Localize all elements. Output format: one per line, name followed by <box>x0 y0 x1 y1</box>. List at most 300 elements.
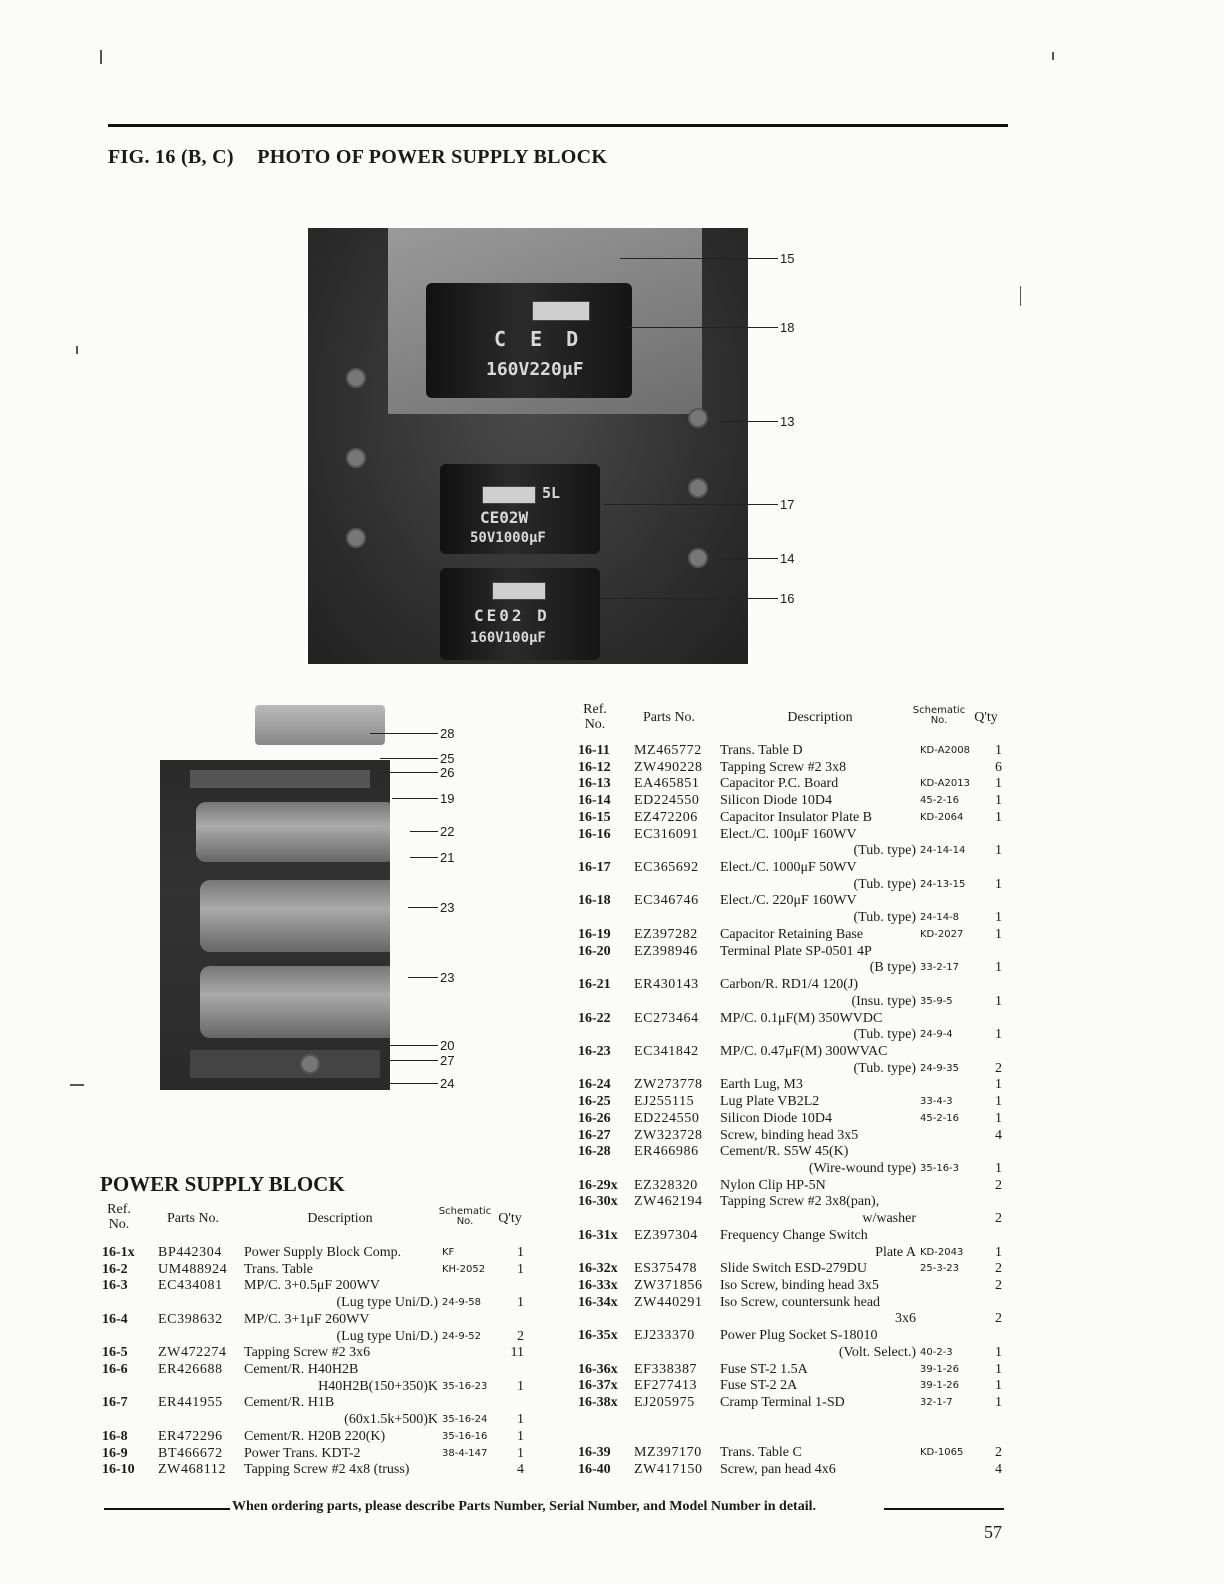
cell-ref: 16-19 <box>578 926 611 942</box>
table-row <box>578 809 1006 826</box>
cell-part: EJ255115 <box>634 1094 695 1110</box>
callout-label: 27 <box>440 1053 455 1068</box>
callout-line <box>370 733 438 734</box>
table-row <box>578 1444 1006 1461</box>
cell-qty: 11 <box>510 1345 524 1361</box>
callout-line <box>600 598 778 599</box>
cell-qty: 1 <box>995 743 1002 758</box>
top-rule <box>108 124 1008 127</box>
cell-desc: Cement/R. H1B <box>244 1395 335 1411</box>
cell-qty: 1 <box>995 1161 1002 1176</box>
capacitor-220uf <box>426 283 632 398</box>
cell-sch: 35-16-3 <box>920 1163 960 1174</box>
cell-desc: (Volt. Select.) <box>838 1344 916 1360</box>
table-row <box>102 1378 526 1395</box>
cell-ref: 16-9 <box>102 1445 128 1461</box>
table-row <box>578 1411 1006 1428</box>
cell-part: EF277413 <box>634 1378 698 1394</box>
cell-desc: Trans. Table <box>244 1261 314 1277</box>
cell-qty: 1 <box>517 1378 524 1394</box>
cell-sch: 32-1-7 <box>920 1397 953 1409</box>
cell-qty: 1 <box>517 1412 524 1428</box>
figure-number: FIG. 16 (B, C) <box>108 146 234 168</box>
callout-line <box>380 772 438 773</box>
cell-desc: (B type) <box>869 960 916 976</box>
cell-ref: 16-33x <box>578 1278 618 1294</box>
table-row <box>578 1060 1006 1077</box>
cell-sch: KD-1065 <box>920 1447 964 1459</box>
cell-ref: 16-22 <box>578 1010 611 1026</box>
table-row <box>102 1445 526 1462</box>
cell-ref: 16-27 <box>578 1127 611 1143</box>
cell-part: ER430143 <box>634 977 699 993</box>
cell-sch: 38-4-147 <box>442 1447 488 1459</box>
table-row <box>102 1261 526 1278</box>
cell-sch: 39-1-26 <box>920 1380 960 1392</box>
right-header-sch <box>912 706 966 726</box>
table-row <box>102 1428 526 1445</box>
cell-part: ES375478 <box>634 1261 698 1277</box>
cell-sch: 24-14-8 <box>920 912 960 924</box>
cell-desc: Trans. Table D <box>720 743 803 758</box>
cell-desc: MP/C. 3+0.5μF 200WV <box>244 1278 380 1294</box>
cell-sch: KH-2052 <box>442 1263 486 1275</box>
figure-caption: PHOTO OF POWER SUPPLY BLOCK <box>257 146 608 168</box>
cell-ref: 16-16 <box>578 826 611 842</box>
table-row <box>578 859 1006 876</box>
cell-ref: 16-14 <box>578 793 611 809</box>
cell-sch: 24-9-52 <box>442 1330 482 1342</box>
cell-ref: 16-12 <box>578 759 611 775</box>
footer-rule-right <box>884 1508 1004 1510</box>
cell-desc: Cement/R. H40H2B <box>244 1362 359 1378</box>
header-sch-line2: No. <box>930 715 948 726</box>
right-header-desc: Description <box>787 710 853 725</box>
cell-ref: 16-5 <box>102 1345 128 1361</box>
cell-desc: Capacitor Insulator Plate B <box>720 809 873 825</box>
cell-sch: 24-13-15 <box>920 878 966 890</box>
table-row <box>578 1344 1006 1361</box>
cell-desc: (Lug type Uni/D.) <box>336 1295 438 1311</box>
cell-desc: Power Supply Block Comp. <box>244 1245 402 1260</box>
cell-desc: (Tub. type) <box>853 843 916 859</box>
cell-ref: 16-8 <box>102 1428 128 1444</box>
table-row <box>578 842 1006 859</box>
cap3-line1: CE02 D <box>474 606 550 625</box>
callout-line <box>392 798 438 799</box>
cell-desc: Earth Lug, M3 <box>720 1077 803 1093</box>
table-row <box>578 1026 1006 1043</box>
cell-desc: (Insu. type) <box>851 993 916 1009</box>
cap1-line1: C E D <box>494 327 585 351</box>
table-row <box>578 1461 1006 1478</box>
capacitor-1000uf <box>440 464 600 554</box>
table-row <box>102 1244 526 1261</box>
cell-qty: 2 <box>995 1445 1002 1461</box>
cell-part: BP442304 <box>158 1245 222 1260</box>
callout-label: 22 <box>440 824 455 839</box>
cell-desc: Nylon Clip HP-5N <box>720 1177 826 1193</box>
cell-sch: 24-9-35 <box>920 1062 960 1074</box>
cell-ref: 16-13 <box>578 776 611 792</box>
cell-desc: Tapping Screw #2 3x8 <box>720 759 847 775</box>
table-row <box>102 1344 526 1361</box>
right-header-parts: Parts No. <box>642 710 696 725</box>
screw-icon <box>688 548 708 568</box>
cell-qty: 1 <box>995 1344 1002 1360</box>
table-row <box>578 1310 1006 1327</box>
cell-sch: 40-2-3 <box>920 1346 953 1358</box>
cell-part: ZW490228 <box>634 759 703 775</box>
cell-qty: 1 <box>517 1428 524 1444</box>
header-ref-line2: No. <box>108 1217 130 1232</box>
cap3-line2: 160V100μF <box>470 630 546 646</box>
cell-desc: MP/C. 0.1μF(M) 350WVDC <box>720 1010 883 1026</box>
cell-part: ZW468112 <box>158 1462 227 1478</box>
cell-desc: 3x6 <box>895 1311 916 1327</box>
table-row <box>102 1277 526 1294</box>
callout-label: 15 <box>780 251 795 266</box>
cell-desc: Fuse ST-2 2A <box>720 1378 798 1394</box>
scan-speck <box>70 1084 84 1086</box>
left-header-parts: Parts No. <box>166 1211 220 1226</box>
cell-desc: H40H2B(150+350)K <box>318 1378 438 1394</box>
cell-qty: 1 <box>995 1110 1002 1126</box>
table-row <box>102 1311 526 1328</box>
cell-part: EZ397304 <box>634 1227 698 1243</box>
header-ref-line2: No. <box>584 717 606 732</box>
cell-desc: Trans. Table C <box>720 1445 802 1461</box>
callout-line <box>390 1060 438 1061</box>
callout-label: 18 <box>780 320 795 335</box>
table-row <box>578 959 1006 976</box>
cell-qty: 4 <box>517 1462 524 1478</box>
cell-sch: KF <box>442 1247 455 1258</box>
cap2-line1: CE02W <box>480 508 529 527</box>
scan-speck <box>76 346 78 354</box>
cap3-brand-badge <box>492 582 546 600</box>
table-row <box>578 876 1006 893</box>
table-row <box>578 1177 1006 1194</box>
table-row <box>578 1210 1006 1227</box>
cell-part: EC316091 <box>634 826 699 842</box>
table-row <box>578 1327 1006 1344</box>
callout-label: 24 <box>440 1076 455 1091</box>
scan-speck <box>1052 52 1054 60</box>
screw-icon <box>346 528 366 548</box>
table-row <box>578 1377 1006 1394</box>
scan-speck <box>1020 286 1021 306</box>
table-row <box>578 775 1006 792</box>
cell-part: EJ233370 <box>634 1328 695 1344</box>
cell-qty: 1 <box>995 1244 1002 1260</box>
figure-title <box>108 146 625 169</box>
table-row <box>102 1294 526 1311</box>
cell-desc: Frequency Change Switch <box>720 1227 868 1243</box>
cell-desc: (60x1.5k+500)K <box>344 1412 438 1428</box>
cell-part: UM488924 <box>158 1261 228 1277</box>
cell-desc: (Tub. type) <box>853 1027 916 1043</box>
cell-part: EC398632 <box>158 1311 223 1327</box>
header-sch-line2: No. <box>456 1216 474 1227</box>
cell-part: EZ472206 <box>634 809 698 825</box>
cell-desc: Lug Plate VB2L2 <box>720 1094 820 1110</box>
cell-desc: (Tub. type) <box>853 910 916 926</box>
cell-desc: (Tub. type) <box>853 876 916 892</box>
cell-sch: KD-2043 <box>920 1246 964 1258</box>
cell-desc: Plate A <box>875 1244 916 1260</box>
left-header-qty: Q'ty <box>498 1211 522 1226</box>
table-row <box>578 1277 1006 1294</box>
cell-desc: Screw, pan head 4x6 <box>720 1461 836 1477</box>
cell-desc: Silicon Diode 10D4 <box>720 793 832 809</box>
table-row <box>578 976 1006 993</box>
footer-note: When ordering parts, please describe Parts Number, Serial Number, and Model Number in detail. <box>232 1499 816 1514</box>
cell-sch: KD-A2008 <box>920 745 970 756</box>
cell-part: EC365692 <box>634 860 699 876</box>
cell-sch: KD-A2013 <box>920 778 970 790</box>
cell-qty: 2 <box>995 1261 1002 1277</box>
cell-qty: 1 <box>995 809 1002 825</box>
left-header-desc: Description <box>307 1211 373 1226</box>
cell-qty: 2 <box>995 1278 1002 1294</box>
cell-ref: 16-36x <box>578 1361 618 1377</box>
cell-desc: Elect./C. 220μF 160WV <box>720 893 857 909</box>
cell-part: EZ397282 <box>634 926 698 942</box>
cell-part: EZ328320 <box>634 1177 698 1193</box>
cell-part: ZW472274 <box>158 1345 227 1361</box>
callout-line <box>720 421 778 422</box>
screw-icon <box>346 448 366 468</box>
cell-sch: 33-4-3 <box>920 1096 953 1108</box>
callout-label: 16 <box>780 591 795 606</box>
cell-ref: 16-6 <box>102 1362 128 1378</box>
callout-line <box>390 1083 438 1084</box>
table-row <box>102 1361 526 1378</box>
cap2-brand-badge <box>482 486 536 504</box>
cell-part: ER466986 <box>634 1144 699 1160</box>
cell-sch: 35-9-5 <box>920 995 953 1007</box>
cell-part: MZ397170 <box>634 1445 702 1461</box>
cell-ref: 16-24 <box>578 1077 611 1093</box>
table-row <box>578 993 1006 1010</box>
cell-qty: 4 <box>995 1127 1002 1143</box>
table-row <box>102 1394 526 1411</box>
table-row <box>578 742 1006 759</box>
table-row <box>578 1043 1006 1060</box>
cell-qty: 1 <box>995 926 1002 942</box>
cell-qty: 1 <box>995 1395 1002 1411</box>
table-row <box>578 1227 1006 1244</box>
cell-ref: 16-29x <box>578 1177 618 1193</box>
callout-label: 23 <box>440 900 455 915</box>
callout-label: 21 <box>440 850 455 865</box>
cell-desc: Power Trans. KDT-2 <box>244 1445 361 1461</box>
callout-label: 14 <box>780 551 795 566</box>
cell-desc: Carbon/R. RD1/4 120(J) <box>720 977 859 993</box>
cell-part: EC346746 <box>634 893 699 909</box>
cell-ref: 16-31x <box>578 1227 618 1243</box>
table-row <box>578 1093 1006 1110</box>
table-row <box>578 1244 1006 1261</box>
cell-desc: Cramp Terminal 1-SD <box>720 1395 845 1411</box>
cell-part: EA465851 <box>634 776 700 792</box>
callout-line <box>408 907 438 908</box>
cell-ref: 16-28 <box>578 1144 611 1160</box>
cell-part: EF338387 <box>634 1361 698 1377</box>
cell-ref: 16-20 <box>578 943 611 959</box>
cell-desc: Cement/R. S5W 45(K) <box>720 1144 849 1160</box>
cell-ref: 16-21 <box>578 977 611 993</box>
cell-qty: 1 <box>995 960 1002 976</box>
capacitor-cylinder <box>196 802 390 862</box>
cell-desc: Cement/R. H20B 220(K) <box>244 1428 386 1444</box>
cell-ref: 16-34x <box>578 1294 618 1310</box>
cell-ref: 16-32x <box>578 1261 618 1277</box>
screw-icon <box>688 408 708 428</box>
cell-ref: 16-4 <box>102 1311 128 1327</box>
cell-part: ED224550 <box>634 1110 700 1126</box>
cell-sch: KD-2064 <box>920 811 964 823</box>
cap2-code: 5L <box>542 484 561 502</box>
cell-qty: 1 <box>995 1361 1002 1377</box>
table-row <box>578 926 1006 943</box>
cell-qty: 1 <box>995 793 1002 809</box>
cell-qty: 1 <box>517 1245 524 1260</box>
cell-qty: 1 <box>995 910 1002 926</box>
cell-ref: 16-11 <box>578 743 610 758</box>
callout-label: 25 <box>440 751 455 766</box>
header-sch-line1: Schematic <box>912 705 966 716</box>
cell-ref: 16-18 <box>578 893 611 909</box>
cell-qty: 2 <box>995 1211 1002 1227</box>
right-header-ref <box>578 702 612 732</box>
cell-sch: 39-1-26 <box>920 1363 960 1375</box>
cell-ref: 16-23 <box>578 1043 611 1059</box>
cell-qty: 2 <box>995 1060 1002 1076</box>
header-ref-line1: Ref. <box>583 702 607 717</box>
screw-icon <box>300 1054 320 1074</box>
table-row <box>578 1143 1006 1160</box>
callout-label: 17 <box>780 497 795 512</box>
table-row <box>578 1428 1006 1445</box>
screw-icon <box>688 478 708 498</box>
cell-desc: Fuse ST-2 1.5A <box>720 1361 808 1377</box>
cell-desc: Iso Screw, binding head 3x5 <box>720 1278 879 1294</box>
cell-part: MZ465772 <box>634 743 702 758</box>
cell-ref: 16-38x <box>578 1395 618 1411</box>
cell-sch: 35-16-24 <box>442 1414 488 1426</box>
callout-line <box>410 857 438 858</box>
scan-speck <box>100 50 102 64</box>
cell-part: BT466672 <box>158 1445 223 1461</box>
cell-desc: Tapping Screw #2 3x8(pan), <box>720 1194 880 1210</box>
cell-desc: w/washer <box>862 1211 916 1227</box>
cell-sch: KD-2027 <box>920 928 964 940</box>
callout-line <box>408 977 438 978</box>
cell-part: EC273464 <box>634 1010 699 1026</box>
cell-sch: 35-16-23 <box>442 1380 488 1392</box>
cell-ref: 16-17 <box>578 860 611 876</box>
cell-qty: 1 <box>995 1378 1002 1394</box>
cap2-line2: 50V1000μF <box>470 530 546 546</box>
cell-qty: 1 <box>517 1261 524 1277</box>
table-row <box>578 1076 1006 1093</box>
cell-part: ZW323728 <box>634 1127 703 1143</box>
table-row <box>578 1127 1006 1144</box>
cell-qty: 6 <box>995 759 1002 775</box>
cell-qty: 2 <box>517 1328 524 1344</box>
cell-part: ZW440291 <box>634 1294 703 1310</box>
cell-qty: 1 <box>995 843 1002 859</box>
header-ref-line1: Ref. <box>107 1202 131 1217</box>
left-header-sch <box>438 1207 492 1227</box>
cell-desc: Elect./C. 1000μF 50WV <box>720 860 857 876</box>
cell-ref: 16-3 <box>102 1278 128 1294</box>
cell-desc: Capacitor P.C. Board <box>720 776 839 792</box>
callout-label: 13 <box>780 414 795 429</box>
table-row <box>578 943 1006 960</box>
cell-part: ZW462194 <box>634 1194 703 1210</box>
table-row <box>578 826 1006 843</box>
cell-desc: Tapping Screw #2 4x8 (truss) <box>244 1462 410 1478</box>
cell-sch: 24-14-14 <box>920 845 966 857</box>
footer-rule-left <box>104 1508 230 1510</box>
table-row <box>578 1394 1006 1411</box>
cell-desc: (Tub. type) <box>853 1060 916 1076</box>
cell-desc: (Lug type Uni/D.) <box>336 1328 438 1344</box>
section-title: POWER SUPPLY BLOCK <box>100 1172 345 1196</box>
cell-part: ZW371856 <box>634 1278 703 1294</box>
cell-part: ER441955 <box>158 1395 223 1411</box>
cell-desc: Elect./C. 100μF 160WV <box>720 826 857 842</box>
header-sch-line1: Schematic <box>438 1206 492 1217</box>
cell-qty: 1 <box>517 1295 524 1311</box>
cell-sch: 24-9-58 <box>442 1297 482 1309</box>
capacitor-cylinder <box>200 880 390 952</box>
cell-desc: MP/C. 0.47μF(M) 300WVAC <box>720 1043 888 1059</box>
right-header-qty: Q'ty <box>974 710 998 725</box>
cell-qty: 1 <box>995 1027 1002 1043</box>
page-number: 57 <box>984 1522 1002 1542</box>
callout-label: 20 <box>440 1038 455 1053</box>
cell-qty: 1 <box>517 1445 524 1461</box>
screw-icon <box>346 368 366 388</box>
cell-part: ED224550 <box>634 793 700 809</box>
table-row <box>578 792 1006 809</box>
cell-ref: 16-7 <box>102 1395 128 1411</box>
cell-qty: 1 <box>995 1077 1002 1093</box>
cell-sch: 24-9-4 <box>920 1029 953 1041</box>
callout-label: 28 <box>440 726 455 741</box>
frame-bracket <box>190 770 370 788</box>
cell-qty: 1 <box>995 876 1002 892</box>
cell-sch: 33-2-17 <box>920 962 960 974</box>
cell-part: ZW417150 <box>634 1461 703 1477</box>
callout-label: 19 <box>440 791 455 806</box>
table-row <box>102 1411 526 1428</box>
capacitor-cylinder <box>200 966 390 1038</box>
cap1-line2: 160V220μF <box>486 359 584 380</box>
callout-label: 23 <box>440 970 455 985</box>
cell-sch: 45-2-16 <box>920 795 960 807</box>
cell-qty: 2 <box>995 1311 1002 1327</box>
table-row <box>578 1361 1006 1378</box>
cell-sch: 45-2-16 <box>920 1112 960 1124</box>
cell-qty: 2 <box>995 1177 1002 1193</box>
cell-qty: 1 <box>995 993 1002 1009</box>
cell-ref: 16-40 <box>578 1461 611 1477</box>
